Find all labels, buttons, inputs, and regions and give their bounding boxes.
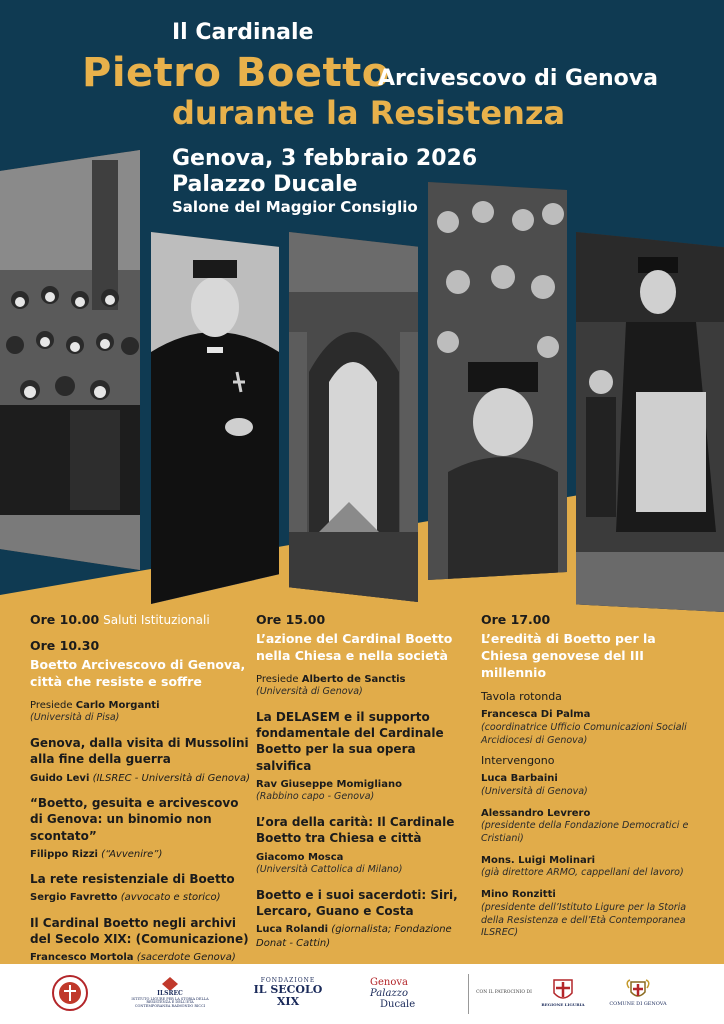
welcome-label: Saluti Istituzionali xyxy=(103,613,210,627)
speaker-affiliation: (presidente della Fondazione Democratici e Cristiani) xyxy=(481,820,689,845)
talk-speaker: Sergio Favretto (avvocato e storico) xyxy=(30,892,221,904)
session-title: L’eredità di Boetto per la Chiesa genovese del III millennio xyxy=(481,631,656,680)
ilsrec-mark-icon xyxy=(162,977,178,991)
moderator-affiliation: (coordinatrice Ufficio Comunicazioni Sociali Arcidiocesi di Genova) xyxy=(481,721,687,746)
program-evening xyxy=(481,612,701,940)
talk-title: “Boetto, gesuita e arcivescovo di Genova: un binomio non scontato” xyxy=(30,796,239,843)
regione-shield-icon xyxy=(553,979,573,1003)
chair-affiliation: (Università di Pisa) xyxy=(30,712,120,724)
seal-logo xyxy=(50,970,90,1016)
speaker-name: Alessandro Levrero xyxy=(481,807,591,819)
round-table-label: Tavola rotonda xyxy=(481,689,562,703)
talk-title: La rete resistenziale di Boetto xyxy=(30,872,235,887)
speaker-affiliation: (già direttore ARMO, cappellani del lavoro) xyxy=(481,867,684,879)
talk-speaker: Rav Giuseppe Momigliano xyxy=(256,778,402,790)
program-morning xyxy=(30,612,250,965)
session-title: Boetto Arcivescovo di Genova, città che resiste e soffre xyxy=(30,657,246,690)
comune-genova-logo: COMUNE DI GENOVA xyxy=(608,970,668,1016)
chair-name: Alberto de Sanctis xyxy=(301,673,406,685)
talk-speaker: Guido Levi (ILSREC - Università di Genova) xyxy=(30,772,250,784)
talk-speaker: Filippo Rizzi (“Avvenire”) xyxy=(30,848,163,860)
talk-affiliation: (Università Cattolica di Milano) xyxy=(256,864,403,875)
palazzo-ducale-logo: Genova Palazzo Ducale xyxy=(370,976,416,1010)
event-venue: Palazzo Ducale xyxy=(172,172,358,197)
talk-speaker: Giacomo Mosca xyxy=(256,851,344,863)
regione-liguria-logo: REGIONE LIGURIA xyxy=(538,970,588,1016)
ilsrec-logo: ILSREC ISTITUTO LIGURE PER LA STORIA DELLA RESISTENZA E DELL'ETÀ CONTEMPORANEA RAIMONDO RICCI xyxy=(120,970,220,1016)
program-afternoon xyxy=(256,612,461,950)
talk-title: Boetto e i suoi sacerdoti: Siri, Lercaro, Guano e Costa xyxy=(256,887,458,918)
session-time: Ore 17.00 xyxy=(481,612,551,627)
talk-speaker: Luca Rolandi (giornalista; Fondazione Donat - Cattin) xyxy=(256,924,452,949)
speaker-name: Mons. Luigi Molinari xyxy=(481,854,596,866)
session-time: Ore 15.00 xyxy=(256,612,326,627)
moderator-name: Francesca Di Palma xyxy=(481,709,591,721)
footer-divider xyxy=(468,974,469,1014)
event-hall: Salone del Maggior Consiglio xyxy=(172,198,418,216)
pre-title: Il Cardinale xyxy=(172,20,314,45)
session-title: L’azione del Cardinal Boetto nella Chiesa e nella società xyxy=(256,631,453,663)
secolo-xix-logo: FONDAZIONE IL SECOLO XIX xyxy=(253,976,323,1009)
talk-title: Il Cardinal Boetto negli archivi del Secolo XIX: (Comunicazione) xyxy=(30,915,249,947)
chair-name: Carlo Morganti xyxy=(75,699,160,711)
speakers-label: Intervengono xyxy=(481,753,555,767)
photo-cardinal-portrait xyxy=(151,232,279,604)
photo-crowd-cardinal xyxy=(428,182,567,580)
event-date: Genova, 3 febbraio 2026 xyxy=(172,146,478,171)
cardinal-role: Arcivescovo di Genova xyxy=(378,66,658,91)
chair-line: Presiede Carlo Morganti xyxy=(30,699,160,711)
photo-group-portrait xyxy=(0,150,140,570)
event-subtitle: durante la Resistenza xyxy=(172,94,566,132)
chair-line: Presiede Alberto de Sanctis xyxy=(256,673,406,685)
talk-title: L’ora della carità: Il Cardinale Boetto tra Chiesa e città xyxy=(256,815,455,846)
patronage-label: CON IL PATROCINIO DI xyxy=(476,989,532,995)
photo-bombed-hall xyxy=(289,232,418,602)
welcome-time: Ore 10.00 xyxy=(30,612,100,627)
speaker-name: Luca Barbaini xyxy=(481,773,558,785)
chair-affiliation: (Università di Genova) xyxy=(256,686,363,698)
comune-crest-icon xyxy=(625,978,651,1002)
talk-title: Genova, dalla visita di Mussolini alla fine della guerra xyxy=(30,736,249,767)
cardinal-name: Pietro Boetto xyxy=(82,50,390,96)
speaker-name: Mino Ronzitti xyxy=(481,889,556,901)
photo-cardinal-children xyxy=(576,232,724,612)
talk-affiliation: (Rabbino capo - Genova) xyxy=(256,791,375,803)
speaker-affiliation: (Università di Genova) xyxy=(481,785,588,797)
speaker-affiliation: (presidente dell’Istituto Ligure per la Storia della Resistenza e dell’Età Contemporanea ILSREC) xyxy=(481,901,687,939)
session-time: Ore 10.30 xyxy=(30,638,100,654)
talk-speaker: Francesco Mortola (sacerdote Genova) xyxy=(30,952,236,964)
talk-title: La DELASEM e il supporto fondamentale del Cardinale Boetto per la sua opera salvifica xyxy=(256,710,444,773)
